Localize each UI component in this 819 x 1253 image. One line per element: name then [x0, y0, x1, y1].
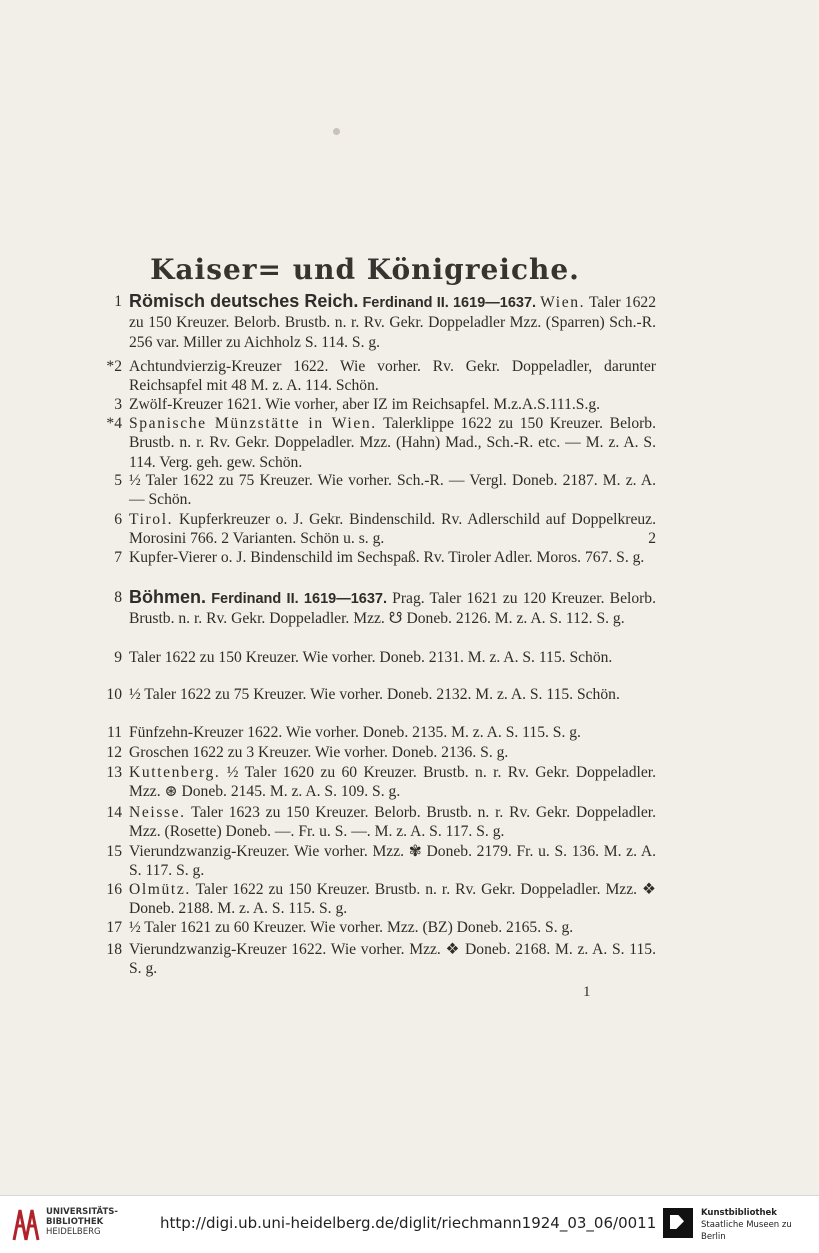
page-url[interactable]: http://digi.ub.uni-heidelberg.de/diglit/riechmann1924_03_06/0011: [160, 1214, 657, 1232]
catalog-entry: [88, 880, 668, 919]
entry-ruler: Ferdinand II. 1619—1637.: [211, 591, 387, 607]
catalog-entry: [88, 763, 668, 802]
catalog-entry: [88, 395, 668, 414]
entry-text: ½ Taler 1621 zu 60 Kreuzer. Wie vorher. Mzz. (BZ) Doneb. 2165. S. g.: [129, 919, 574, 936]
catalog-entry: [88, 510, 668, 549]
paper-spot: [333, 128, 340, 135]
entry-text: Talerklippe 1622 zu 150 Kreuzer. Belorb. Brustb. n. r. Rv. Gekr. Doppeladler. Mzz. (Hahn) Mad., Sch.-R. etc. — M. z. A. S. 114. Verg. geh. gew. Schön.: [129, 415, 657, 471]
entry-text: ½ Taler 1622 zu 75 Kreuzer. Wie vorher. Doneb. 2132. M. z. A. S. 115. Schön.: [129, 686, 620, 703]
entry-number: 5: [114, 472, 122, 489]
university-library-name: UNIVERSITÄTS- BIBLIOTHEK HEIDELBERG: [46, 1207, 118, 1237]
entry-number: 7: [114, 549, 122, 566]
entry-place: Spanische Münzstätte in Wien.: [129, 415, 377, 432]
entry-text: Zwölf-Kreuzer 1621. Wie vorher, aber IZ im Reichsapfel. M.z.A.S.111.S.g.: [129, 396, 601, 413]
entry-text: Vierundzwanzig-Kreuzer 1622. Wie vorher. Mzz. ❖ Doneb. 2168. M. z. A. S. 115. S. g.: [129, 941, 656, 978]
entry-text: Kupfer-Vierer o. J. Bindenschild im Sechspaß. Rv. Tiroler Adler. Moros. 767. S. g.: [129, 549, 645, 566]
entry-text: Vierundzwanzig-Kreuzer. Wie vorher. Mzz. ✾ Doneb. 2179. Fr. u. S. 136. M. z. A. S. 117. S. g.: [129, 843, 656, 880]
entry-place: Prag.: [392, 590, 425, 607]
entry-number: 12: [106, 744, 122, 761]
entry-text: Achtundvierzig-Kreuzer 1622. Wie vorher. Rv. Gekr. Doppeladler, darunter Reichsapfel mit 48 M. z. A. 114. Schön.: [129, 358, 656, 395]
kunstbibliothek-logo-icon: [663, 1208, 693, 1238]
entry-number: 8: [114, 589, 122, 606]
entry-number: *2: [106, 358, 122, 375]
entry-heading: Böhmen.: [129, 587, 207, 607]
entry-place: Wien.: [540, 294, 586, 311]
entry-place: Kuttenberg.: [129, 764, 221, 781]
entry-text: Taler 1622 zu 150 Kreuzer. Wie vorher. Doneb. 2131. M. z. A. S. 115. Schön.: [129, 649, 613, 666]
entry-number: 10: [106, 686, 122, 703]
catalog-entry: [88, 685, 668, 704]
entry-number: *4: [106, 415, 122, 432]
catalog-entry: [88, 292, 668, 352]
entry-number: 14: [106, 804, 122, 821]
entry-text: Fünfzehn-Kreuzer 1622. Wie vorher. Doneb. 2135. M. z. A. S. 115. S. g.: [129, 724, 581, 741]
entry-text: Taler 1621 zu 120 Kreuzer. Belorb. Brustb. n. r. Rv. Gekr. Doppeladler. Mzz. ☋ Doneb. 2126. M. z. A. S. 112. S. g.: [129, 590, 657, 628]
entry-place: Tirol.: [129, 511, 174, 528]
catalog-entry: [88, 743, 668, 762]
university-library-logo-icon: [10, 1206, 42, 1244]
catalog-entry: [88, 357, 668, 396]
entry-number: 18: [106, 941, 122, 958]
entry-number: 15: [106, 843, 122, 860]
entry-text: Kupferkreuzer o. J. Gekr. Bindenschild. Rv. Adlerschild auf Doppelkreuz. Morosini 766. 2 Varianten. Schön u. s. g.: [129, 511, 656, 548]
catalog-entry: [88, 471, 668, 510]
catalog-entry: [88, 940, 668, 979]
entry-place: Neisse.: [129, 804, 186, 821]
catalog-entry: [88, 588, 668, 629]
catalog-entry: [88, 842, 668, 881]
entry-text: ½ Taler 1622 zu 75 Kreuzer. Wie vorher. Sch.-R. — Vergl. Doneb. 2187. M. z. A. — Schön.: [129, 472, 656, 509]
entry-place: Olmütz.: [129, 881, 191, 898]
entry-number: 3: [114, 396, 122, 413]
footer-bar: [0, 1195, 819, 1253]
entry-text: Taler 1623 zu 150 Kreuzer. Belorb. Brustb. n. r. Rv. Gekr. Doppeladler. Mzz. (Rosette) Doneb. —. Fr. u. S. —. M. z. A. S. 117. S. g.: [129, 804, 656, 841]
entry-count: 2: [648, 530, 656, 548]
catalog-entry: [88, 803, 668, 842]
page-title: Kaiser= und Königreiche.: [150, 253, 580, 286]
entry-number: 9: [114, 649, 122, 666]
catalog-entry: [88, 723, 668, 742]
page-number: 1: [583, 984, 591, 1000]
kunstbibliothek-name: Kunstbibliothek Staatliche Museen zu Berlin: [701, 1208, 792, 1242]
entry-number: 17: [106, 919, 122, 936]
entry-ruler: Ferdinand II. 1619—1637.: [362, 295, 537, 311]
catalog-entry: [88, 648, 668, 667]
entry-number: 11: [106, 724, 122, 741]
entry-text: Taler 1622 zu 150 Kreuzer. Belorb. Brustb. n. r. Rv. Gekr. Doppeladler Mzz. (Sparren) Sch.-R. 256 var. Miller zu Aichholz S. 114. S. g.: [129, 294, 656, 351]
entry-number: 1: [114, 293, 122, 310]
entry-text: ½ Taler 1620 zu 60 Kreuzer. Brustb. n. r. Rv. Gekr. Doppeladler. Mzz. ⊛ Doneb. 2145. M. z. A. S. 109. S. g.: [129, 764, 656, 801]
entry-text: Taler 1622 zu 150 Kreuzer. Brustb. n. r. Rv. Gekr. Doppeladler. Mzz. ❖ Doneb. 2188. M. z. A. S. 115. S. g.: [129, 881, 656, 918]
entry-text: Groschen 1622 zu 3 Kreuzer. Wie vorher. Doneb. 2136. S. g.: [129, 744, 509, 761]
catalog-entry: [88, 548, 668, 567]
entry-heading: Römisch deutsches Reich.: [129, 291, 359, 311]
entry-number: 16: [106, 881, 122, 898]
catalog-entry: [88, 414, 668, 472]
entry-number: 13: [106, 764, 122, 781]
entry-number: 6: [114, 511, 122, 528]
catalog-entry: [88, 918, 668, 937]
